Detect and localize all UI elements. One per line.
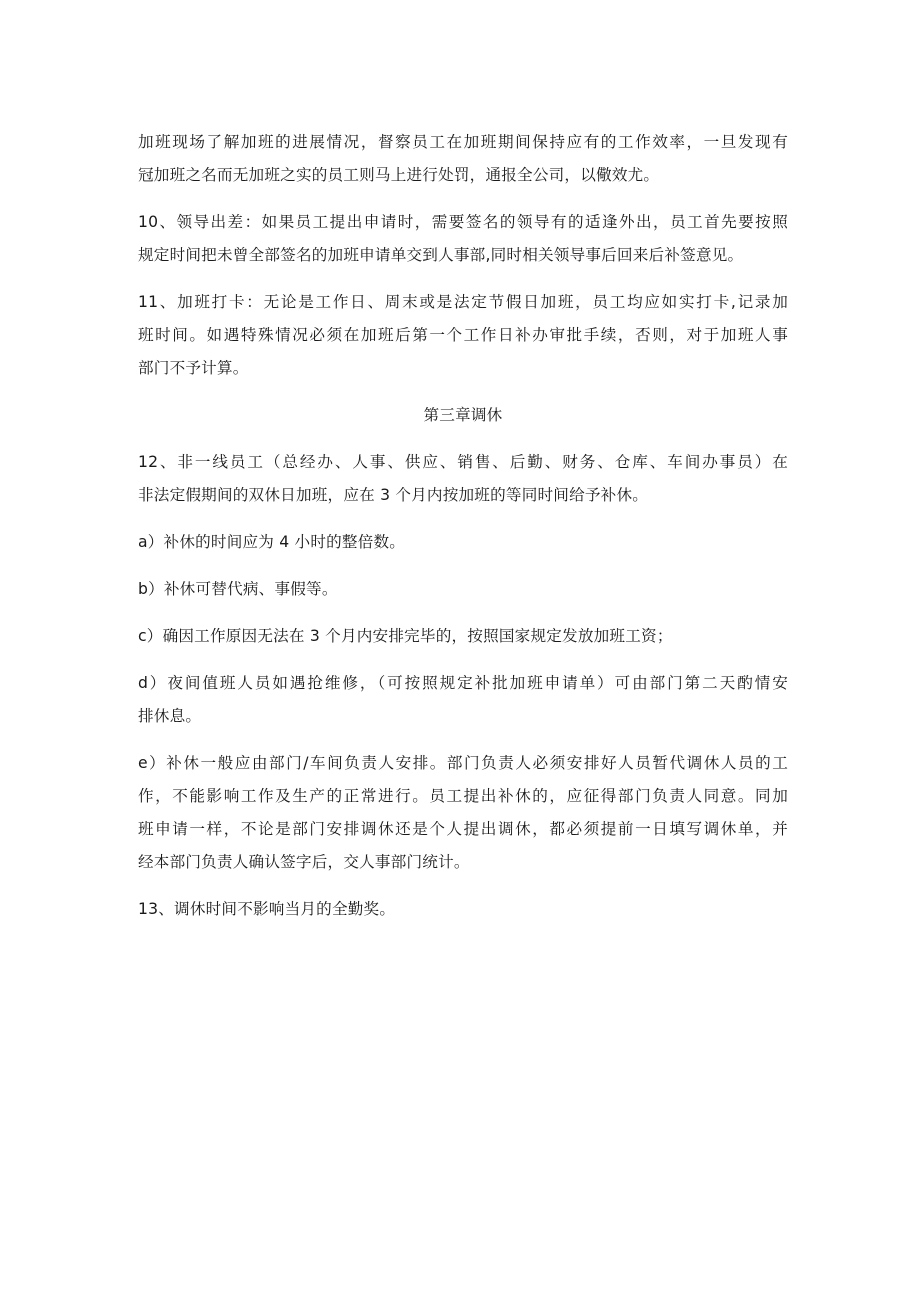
text-line: 经本部门负责人确认签字后，交人事部门统计。 <box>138 853 470 871</box>
text-line: 规定时间把未曾全部签名的加班申请单交到人事部,同时相关领导事后回来后补签意见。 <box>138 246 744 264</box>
text-line: 班申请一样，不论是部门安排调休还是个人提出调休，都必须提前一日填写调休单，并 <box>138 820 788 838</box>
text-line: 非法定假期间的双休日加班，应在 3 个月内按加班的等同时间给予补休。 <box>138 486 649 504</box>
paragraph-item-12 <box>138 446 788 512</box>
text-line: d）夜间值班人员如遇抢维修，（可按照规定补批加班申请单）可由部门第二天酌情安 <box>138 674 788 692</box>
paragraph-item-10 <box>138 206 788 272</box>
text-line: 冠加班之名而无加班之实的员工则马上进行处罚，通报全公司，以儆效尤。 <box>138 166 660 184</box>
paragraph-overtime-supervision <box>138 126 788 192</box>
paragraph-item-e <box>138 747 788 879</box>
paragraph-item-b <box>138 573 788 606</box>
text-line: b）补休可替代病、事假等。 <box>138 580 338 598</box>
text-line: 排休息。 <box>138 707 202 725</box>
document-body <box>138 126 788 940</box>
paragraph-item-d <box>138 667 788 733</box>
text-line: 11、加班打卡：无论是工作日、周末或是法定节假日加班，员工均应如实打卡,记录加 <box>138 293 788 311</box>
text-line: a）补休的时间应为 4 小时的整倍数。 <box>138 533 406 551</box>
paragraph-item-c <box>138 620 788 653</box>
paragraph-item-a <box>138 526 788 559</box>
text-line: c）确因工作原因无法在 3 个月内安排完毕的，按照国家规定发放加班工资； <box>138 627 673 645</box>
paragraph-item-11 <box>138 286 788 385</box>
text-line: 13、调休时间不影响当月的全勤奖。 <box>138 900 396 918</box>
text-line: 作，不能影响工作及生产的正常进行。员工提出补休的，应征得部门负责人同意。同加 <box>138 787 788 805</box>
paragraph-item-13 <box>138 893 788 926</box>
text-line: 班时间。如遇特殊情况必须在加班后第一个工作日补办审批手续，否则，对于加班人事 <box>138 326 788 344</box>
text-line: 12、非一线员工（总经办、人事、供应、销售、后勤、财务、仓库、车间办事员）在 <box>138 453 788 471</box>
text-line: 加班现场了解加班的进展情况，督察员工在加班期间保持应有的工作效率，一旦发现有 <box>138 133 788 151</box>
text-line: 部门不予计算。 <box>138 359 249 377</box>
text-line: 10、领导出差：如果员工提出申请时，需要签名的领导有的适逢外出，员工首先要按照 <box>138 213 788 231</box>
chapter-title: 第三章调休 <box>423 406 503 424</box>
text-line: e）补休一般应由部门/车间负责人安排。部门负责人必须安排好人员暂代调休人员的工 <box>138 754 788 772</box>
